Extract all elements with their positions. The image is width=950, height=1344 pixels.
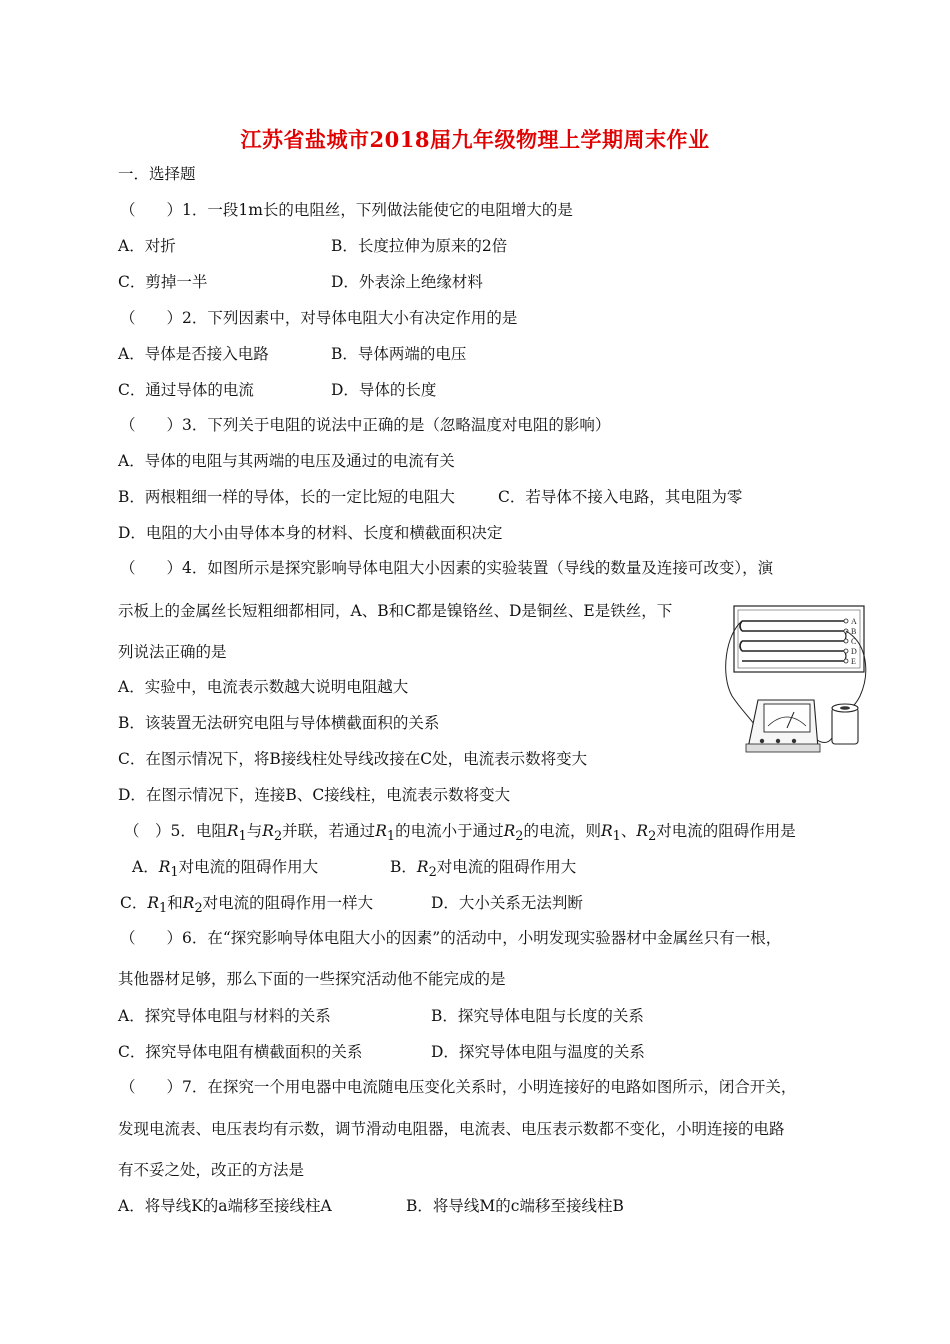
- r1-subscript: 1: [612, 829, 621, 845]
- battery-body: [832, 708, 858, 744]
- question-5-stem: [124, 821, 796, 847]
- q2-option-c: C．通过导体的电流: [118, 381, 254, 399]
- q5-option-d: D．大小关系无法判断: [431, 894, 583, 912]
- q4-option-d: D．在图示情况下，连接B、C接线柱，电流表示数将变大: [118, 786, 511, 804]
- r2-subscript: 2: [428, 865, 437, 881]
- question-4-stem-line1: （ ）4．如图所示是探究影响导体电阻大小因素的实验装置（导线的数量及连接可改变），演: [120, 559, 774, 577]
- q6-option-b: B．探究导体电阻与长度的关系: [431, 1007, 644, 1025]
- q5-a-post: 对电流的阻碍作用大: [178, 858, 319, 876]
- q1-option-c: C．剪掉一半: [118, 273, 208, 291]
- r2-symbol: R: [503, 822, 516, 840]
- question-1-stem: （ ）1．一段1m长的电阻丝，下列做法能使它的电阻增大的是: [120, 201, 573, 219]
- q4-option-a: A．实验中，电流表示数越大说明电阻越大: [118, 678, 409, 696]
- battery-terminal: [840, 706, 850, 710]
- resistance-apparatus-figure: [718, 604, 878, 756]
- q3-option-b: B．两根粗细一样的导体，长的一定比短的电阻大: [118, 488, 455, 506]
- r2-subscript: 2: [515, 829, 524, 845]
- q5-b-post: 对电流的阻碍作用大: [436, 858, 577, 876]
- q5-text-parallel: 并联，若通过: [282, 822, 376, 840]
- q5-stem-pre: （ ）5．电阻: [124, 822, 227, 840]
- r2-symbol: R: [636, 822, 649, 840]
- ammeter-base: [746, 744, 820, 752]
- r1-symbol: R: [147, 894, 160, 912]
- q3-option-a: A．导体的电阻与其两端的电压及通过的电流有关: [118, 452, 455, 470]
- q5-text-current: 的电流小于通过: [395, 822, 504, 840]
- q5-option-b: [390, 857, 576, 883]
- q6-option-c: C．探究导体电阻有横截面积的关系: [118, 1043, 363, 1061]
- q5-text-and: 与: [246, 822, 263, 840]
- q3-option-c: C．若导体不接入电路，其电阻为零: [498, 488, 743, 506]
- q4-option-c: C．在图示情况下，将B接线柱处导线改接在C处，电流表示数将变大: [118, 750, 588, 768]
- q5-a-pre: A．: [132, 858, 159, 876]
- q6-option-d: D．探究导体电阻与温度的关系: [431, 1043, 645, 1061]
- q4-option-b: B．该装置无法研究电阻与导体横截面积的关系: [118, 714, 440, 732]
- r2-symbol: R: [262, 822, 274, 840]
- question-3-stem: （ ）3．下列关于电阻的说法中正确的是（忽略温度对电阻的影响）: [120, 416, 611, 434]
- q3-option-d: D．电阻的大小由导体本身的材料、长度和横截面积决定: [118, 524, 503, 542]
- r1-subscript: 1: [159, 901, 168, 917]
- q1-option-a: A．对折: [118, 237, 176, 255]
- r2-subscript: 2: [194, 901, 203, 917]
- q7-option-b: B．将导线M的c端移至接线柱B: [406, 1197, 624, 1215]
- r1-symbol: R: [601, 822, 613, 840]
- question-4-stem-line2: 示板上的金属丝长短粗细都相同，A、B和C都是镍铬丝、D是铜丝、E是铁丝，下: [118, 602, 673, 620]
- r2-subscript: 2: [648, 829, 657, 845]
- r2-symbol: R: [416, 858, 429, 876]
- q5-text-current2: 的电流，则: [523, 822, 601, 840]
- q5-b-pre: B．: [390, 858, 417, 876]
- question-6-stem-line2: 其他器材足够，那么下面的一些探究活动他不能完成的是: [118, 970, 506, 988]
- question-4-stem-line3: 列说法正确的是: [118, 643, 227, 661]
- r1-symbol: R: [375, 822, 387, 840]
- r2-symbol: R: [182, 894, 195, 912]
- question-7-stem-line1: （ ）7．在探究一个用电器中电流随电压变化关系时，小明连接好的电路如图所示，闭合开关，: [120, 1078, 797, 1096]
- q7-option-a: A．将导线K的a端移至接线柱A: [118, 1197, 332, 1215]
- terminal-label-b: B: [851, 627, 857, 636]
- terminal-label-d: D: [851, 647, 857, 656]
- q5-c-mid: 和: [167, 894, 183, 912]
- q6-option-a: A．探究导体电阻与材料的关系: [118, 1007, 331, 1025]
- q5-text-end: 对电流的阻碍作用是: [656, 822, 796, 840]
- r1-subscript: 1: [170, 865, 179, 881]
- question-7-stem-line2: 发现电流表、电压表均有示数，调节滑动电阻器，电流表、电压表示数都不变化，小明连接的电路: [118, 1120, 785, 1138]
- question-7-stem-line3: 有不妥之处，改正的方法是: [118, 1161, 305, 1179]
- q5-text-comma: 、: [620, 822, 637, 840]
- q5-option-a: [132, 857, 318, 883]
- apparatus-drawing: [718, 604, 878, 756]
- q2-option-d: D．导体的长度: [331, 381, 437, 399]
- q2-option-b: B．导体两端的电压: [331, 345, 467, 363]
- q5-c-post: 对电流的阻碍作用一样大: [202, 894, 374, 912]
- q1-option-b: B．长度拉伸为原来的2倍: [331, 237, 508, 255]
- q5-option-c: [120, 893, 373, 919]
- q5-c-pre: C．: [120, 894, 148, 912]
- r1-symbol: R: [158, 858, 171, 876]
- question-6-stem-line1: （ ）6．在“探究影响导体电阻大小的因素”的活动中，小明发现实验器材中金属丝只有一根，: [120, 929, 782, 947]
- r2-subscript: 2: [273, 829, 283, 845]
- q2-option-a: A．导体是否接入电路: [118, 345, 269, 363]
- terminal-label-c: C: [851, 637, 857, 646]
- terminal-label-e: E: [851, 657, 856, 666]
- q1-option-d: D．外表涂上绝缘材料: [331, 273, 483, 291]
- r1-subscript: 1: [238, 829, 247, 845]
- section-heading: 一．选择题: [118, 165, 196, 183]
- question-2-stem: （ ）2．下列因素中，对导体电阻大小有决定作用的是: [120, 309, 518, 327]
- r1-symbol: R: [226, 822, 239, 840]
- r1-subscript: 1: [386, 829, 396, 845]
- terminal-label-a: A: [851, 617, 857, 626]
- page-title: 江苏省盐城市2018届九年级物理上学期周末作业: [240, 127, 710, 152]
